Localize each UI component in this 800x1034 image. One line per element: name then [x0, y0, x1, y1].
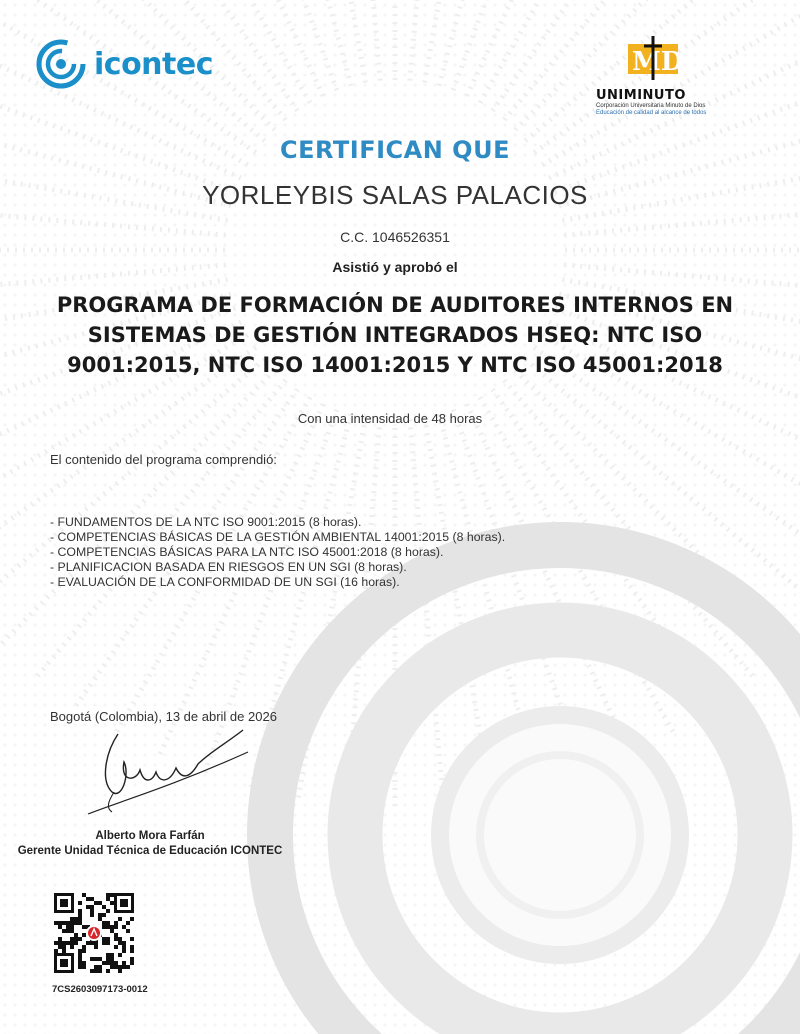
topics-list	[50, 515, 505, 590]
place-and-date: Bogotá (Colombia), 13 de abril de 2026	[50, 709, 277, 724]
recipient-id: C.C. 1046526351	[340, 229, 450, 245]
uniminuto-logo	[580, 34, 730, 120]
certificate-heading: CERTIFICAN QUE	[280, 136, 510, 164]
uniminuto-name: UNIMINUTO	[596, 88, 686, 103]
content-intro: El contenido del programa comprendió:	[50, 452, 277, 467]
program-intensity: Con una intensidad de 48 horas	[297, 411, 483, 426]
topic-item: - PLANIFICACION BASADA EN RIESGOS EN UN SGI (8 horas).	[50, 560, 407, 574]
handwritten-signature	[78, 722, 253, 822]
uniminuto-subtitle: Corporación Universitaria Minuto de Dios	[596, 103, 706, 109]
uniminuto-md-logo-icon	[580, 34, 730, 90]
svg-text:MD: MD	[632, 47, 684, 77]
topic-item: - COMPETENCIAS BÁSICAS DE LA GESTIÓN AMBIENTAL 14001:2015 (8 horas).	[50, 530, 506, 544]
signer-name: Alberto Mora Farfán	[95, 830, 205, 842]
program-title: PROGRAMA DE FORMACIÓN DE AUDITORES INTERNOS EN SISTEMAS DE GESTIÓN INTEGRADOS HSEQ: NTC ISO 9001:2015, NTC ISO 14001:2015 Y NTC ISO 45001:2018	[56, 293, 734, 377]
verification-code: 7CS2603097173-0012	[52, 984, 148, 995]
icontec-logo	[36, 36, 236, 92]
topic-item: - EVALUACIÓN DE LA CONFORMIDAD DE UN SGI (16 horas).	[50, 575, 400, 589]
signer-title: Gerente Unidad Técnica de Educación ICONTEC	[17, 845, 283, 857]
icontec-wordmark: icontec	[94, 46, 214, 82]
topic-item: - COMPETENCIAS BÁSICAS PARA LA NTC ISO 45001:2018 (8 horas).	[50, 545, 444, 559]
qr-code[interactable]	[52, 891, 136, 975]
uniminuto-tagline: Educación de calidad al alcance de todos	[596, 110, 707, 116]
recipient-name: YORLEYBIS SALAS PALACIOS	[202, 180, 588, 210]
attended-label: Asistió y aprobó el	[332, 259, 458, 275]
topic-item: - FUNDAMENTOS DE LA NTC ISO 9001:2015 (8 horas).	[50, 515, 362, 529]
icontec-logo-icon	[36, 39, 86, 89]
